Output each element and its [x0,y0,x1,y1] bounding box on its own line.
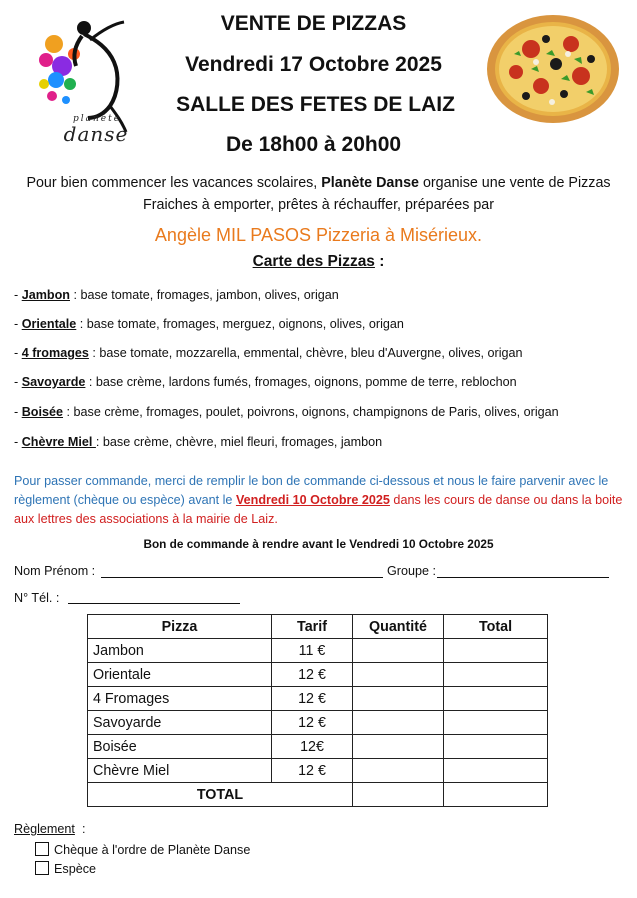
col-quantite: Quantité [353,615,444,639]
cell-tarif: 12 € [272,687,353,711]
pizzeria-name: Angèle MIL PASOS Pizzeria à Misérieux. [154,225,483,245]
col-tarif: Tarif [272,615,353,639]
pizza-item-savoyarde: - Savoyarde : base crème, lardons fumés, fromages, oignons, pomme de terre, reblochon [14,375,517,389]
pizza-item-orientale: - Orientale : base tomate, fromages, merguez, oignons, olives, origan [14,317,404,331]
cell-pizza: Jambon [88,639,272,663]
cheque-checkbox[interactable] [35,842,49,856]
cheque-label: Chèque à l'ordre de Planète Danse [54,843,251,857]
pizza-item-name: Orientale [21,317,77,331]
payment-label: Règlement [14,822,75,836]
intro-org: Planète Danse [321,175,419,191]
pizza-item-desc: : base tomate, mozzarella, emmental, chèvre, bleu d'Auvergne, olives, origan [88,346,523,360]
name-field[interactable] [101,577,383,578]
cell-quantite[interactable] [353,663,444,687]
cell-tarif: 12 € [272,663,353,687]
phone-label: N° Tél. : [14,591,60,605]
event-venue: SALLE DES FETES DE LAIZ [176,93,455,116]
cell-total[interactable] [444,687,548,711]
pizza-item-desc: : base crème, fromages, poulet, poivrons, oignons, champignons de Paris, olives, origan [63,405,559,419]
table-row [88,687,548,711]
cell-quantite[interactable] [353,759,444,783]
table-row [88,759,548,783]
pizza-item-name: Chèvre Miel [21,435,96,449]
table-header-row [88,615,548,639]
menu-heading [0,253,637,271]
table-row [88,735,548,759]
pizza-item-name: Jambon [21,288,70,302]
group-label: Groupe : [387,564,437,578]
phone-field[interactable] [68,603,240,604]
cell-tarif: 12 € [272,759,353,783]
cell-pizza: 4 Fromages [88,687,272,711]
cell-pizza: Orientale [88,663,272,687]
group-field[interactable] [437,577,609,578]
order-table [87,614,548,807]
cash-checkbox[interactable] [35,861,49,875]
total-label: TOTAL [88,783,353,807]
event-hours: De 18h00 à 20h00 [225,133,402,156]
cell-quantite[interactable] [353,639,444,663]
pizza-item-chevre-miel: - Chèvre Miel : base crème, chèvre, miel fleuri, fromages, jambon [14,435,383,449]
logo-text-planete: planète [72,114,122,124]
pizza-item-4-fromages: - 4 fromages : base tomate, mozzarella, emmental, chèvre, bleu d'Auvergne, olives, origan [14,346,523,360]
order-form-title: Bon de commande à rendre avant le Vendredi 10 Octobre 2025 [143,537,494,551]
cell-pizza: Chèvre Miel [88,759,272,783]
notice-deadline: Vendredi 10 Octobre 2025 [235,493,390,507]
cell-tarif: 12€ [272,735,353,759]
cell-total[interactable] [444,663,548,687]
notice-part1: Pour passer commande, merci de remplir le bon de commande ci-dessous et nous le faire parvenir avec le règlement (chèque ou espèce) avant le [14,474,609,507]
pizza-item-desc: : base tomate, fromages, merguez, oignons, olives, origan [76,317,404,331]
pizza-item-name: 4 fromages [21,346,89,360]
cell-quantite[interactable] [353,735,444,759]
menu-title-suffix: : [374,253,385,270]
table-row [88,711,548,735]
pizza-item-name: Savoyarde [21,375,86,389]
cell-total[interactable] [444,759,548,783]
cell-grand-total[interactable] [444,783,548,807]
name-label: Nom Prénom : [14,564,96,578]
table-total-row [88,783,548,807]
cell-quantite[interactable] [353,687,444,711]
table-row [88,663,548,687]
cell-pizza: Savoyarde [88,711,272,735]
event-title: VENTE DE PIZZAS [220,12,407,35]
cell-total-quantite[interactable] [353,783,444,807]
cell-tarif: 11 € [272,639,353,663]
cell-tarif: 12 € [272,711,353,735]
col-total: Total [444,615,548,639]
pizza-item-name: Boisée [21,405,64,419]
col-pizza: Pizza [88,615,272,639]
payment-heading [14,822,75,836]
pizza-item-jambon: - Jambon : base tomate, fromages, jambon, olives, origan [14,288,339,302]
order-notice [14,472,626,529]
notice-part2: dans les cours de danse ou dans la boite aux lettres des associations à la mairie de Laiz. [14,493,623,526]
cell-total[interactable] [444,735,548,759]
cash-label: Espèce [54,862,97,876]
event-date: Vendredi 17 Octobre 2025 [185,53,442,76]
cell-pizza: Boisée [88,735,272,759]
intro-paragraph [0,172,637,216]
pizza-item-desc: : base crème, chèvre, miel fleuri, fromages, jambon [95,435,383,449]
intro-part2: organise une vente de Pizzas Fraiches à emporter, prêtes à réchauffer, préparées par [143,175,611,213]
cell-quantite[interactable] [353,711,444,735]
intro-part1: Pour bien commencer les vacances scolaires, [26,175,322,191]
table-row [88,639,548,663]
pizza-item-desc: : base tomate, fromages, jambon, olives, origan [70,288,339,302]
pizza-item-desc: : base crème, lardons fumés, fromages, oignons, pomme de terre, reblochon [85,375,517,389]
logo-text-danse: danse [63,122,129,146]
cell-total[interactable] [444,711,548,735]
cell-total[interactable] [444,639,548,663]
menu-title: Carte des Pizzas [252,253,375,270]
payment-suffix: : [82,822,86,836]
pizza-item-boisee: - Boisée : base crème, fromages, poulet, poivrons, oignons, champignons de Paris, olives, origan [14,405,559,419]
